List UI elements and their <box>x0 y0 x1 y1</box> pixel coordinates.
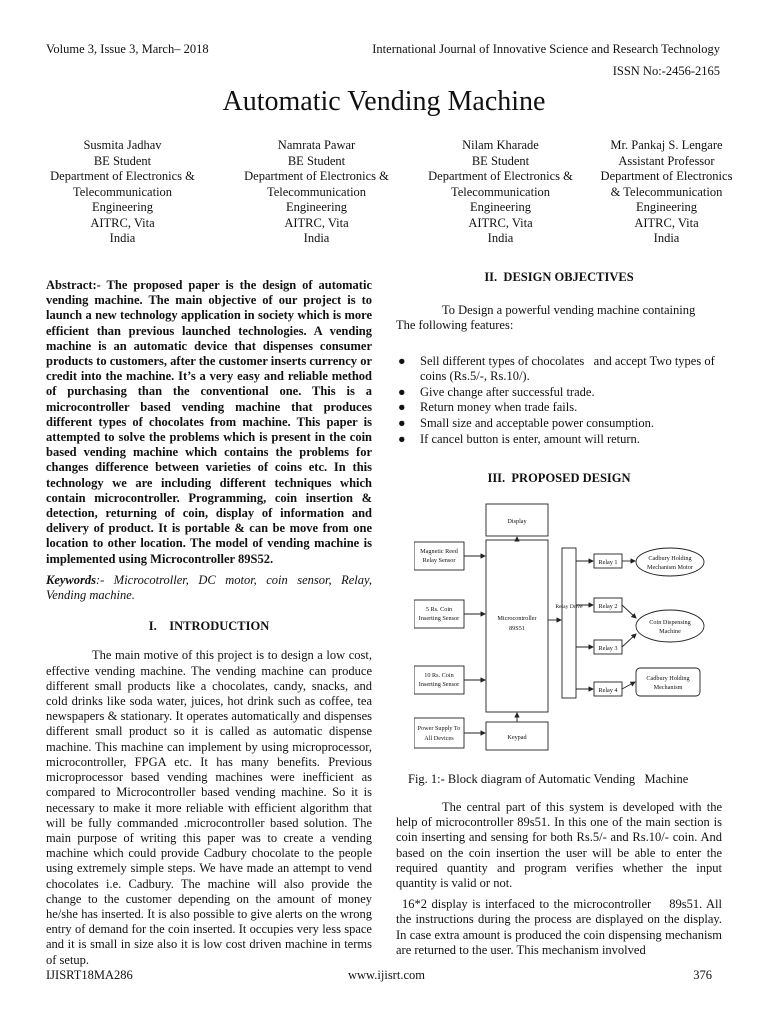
list-item: ● Give change after successful trade. <box>398 384 595 399</box>
author-dept: Engineering <box>635 200 698 214</box>
micro-label: Microcontroller <box>497 615 537 622</box>
author-institution: AITRC, Vita <box>90 215 155 230</box>
author-dept: Department of Electronics & <box>50 169 195 183</box>
journal-volume: Volume 3, Issue 3, March– 2018 <box>46 42 209 56</box>
magnetic-sensor-block <box>414 542 464 570</box>
relay3-label: Relay 3 <box>598 645 618 652</box>
section-heading-design-objectives: II. DESIGN OBJECTIVES <box>484 270 634 284</box>
author-4 <box>584 138 749 247</box>
display-label: Display <box>507 518 527 525</box>
feature-list <box>396 354 722 447</box>
author-dept: Engineering <box>469 200 532 214</box>
author-name: Nilam Kharade <box>462 138 539 152</box>
author-dept: Telecommunication <box>450 184 551 199</box>
author-country: India <box>487 231 514 245</box>
right-column-bottom <box>396 800 722 964</box>
paper-title: Automatic Vending Machine <box>222 86 546 117</box>
power-supply-block <box>414 718 464 748</box>
power-label: All Devices <box>424 735 454 742</box>
journal-name: International Journal of Innovative Science and Research Technology <box>372 42 720 56</box>
design-intro-line: The following features: <box>396 318 514 333</box>
author-2 <box>234 138 399 247</box>
bullet-icon: ● <box>398 431 406 446</box>
keywords-text: :- Microcotroller, DC motor, coin sensor, Relay, Vending machine. <box>46 572 372 603</box>
body-paragraph: 16*2 display is interfaced to the microcontroller 89s51. All the instructions during the process are displayed on the display. In case extra amount is produced the coin dispensing mechanism are returned to the user. This mechanism involved <box>396 897 722 957</box>
author-role: BE Student <box>471 153 530 168</box>
footer-page-number: 376 <box>693 968 712 982</box>
author-dept: & Telecommunication <box>610 184 723 199</box>
relay2-label: Relay 2 <box>598 603 618 610</box>
author-dept: Department of Electronics & <box>428 169 573 183</box>
section-heading-proposed-design: III. PROPOSED DESIGN <box>487 470 631 485</box>
cadbury-motor-block <box>636 548 704 576</box>
relay-drive-block <box>562 548 576 698</box>
abstract-label: Abstract <box>46 278 93 292</box>
author-country: India <box>109 231 136 245</box>
bullet-icon: ● <box>398 384 406 399</box>
footer-website-link[interactable]: www.ijisrt.com <box>348 968 425 982</box>
bullet-icon: ● <box>398 353 406 368</box>
right-column-top <box>396 270 722 500</box>
bullet-icon: ● <box>398 415 406 430</box>
output2-label: Coin Dispensing <box>649 619 691 626</box>
author-dept: Engineering <box>285 200 348 214</box>
output2-label: Machine <box>659 628 681 635</box>
body-paragraph: The central part of this system is developed with the help of microcontroller 89s51. In this one of the main section is coin inserting and sensing for both Rs.5/- and Rs.10/- coin. And based on the coin insertion the user will be able to enter the required quantity and program verifies whether the input quantity is valid or not. <box>396 800 722 891</box>
cadbury-mechanism-block <box>636 668 700 696</box>
magnetic-label: Magnetic Reed <box>420 548 458 555</box>
coin10-label: Inserting Sensor <box>418 681 460 688</box>
list-item: ● Small size and acceptable power consumption. <box>398 415 654 430</box>
author-institution: AITRC, Vita <box>468 215 533 230</box>
coin10-sensor-block <box>414 666 464 694</box>
section-heading-introduction: I. INTRODUCTION <box>148 619 270 634</box>
author-country: India <box>653 231 680 245</box>
author-dept: Engineering <box>91 200 154 214</box>
coin5-label: Inserting Sensor <box>418 615 460 622</box>
author-dept: Telecommunication <box>266 184 367 199</box>
keywords <box>46 573 372 603</box>
list-item: ● Return money when trade fails. <box>398 400 578 415</box>
author-name: Susmita Jadhav <box>83 138 162 152</box>
bullet-icon: ● <box>398 400 406 415</box>
coin10-label: 10 Rs. Coin <box>424 672 454 679</box>
author-role: BE Student <box>93 153 152 168</box>
figure-caption: Fig. 1:- Block diagram of Automatic Vending Machine <box>408 772 689 786</box>
relay4-label: Relay 4 <box>598 687 618 694</box>
list-item: ● If cancel button is enter, amount will return. <box>398 431 640 446</box>
author-dept: Department of Electronics <box>600 169 733 183</box>
relay-drive-label: Relay Drive <box>555 604 583 610</box>
introduction-paragraph: The main motive of this project is to design a low cost, effective vending machine. The vending machine can produce different small products like a chocolates, candy, snacks, and cold drinks like soda water, juices, hot drink such as coffee, tea newspapers & stationary. It operates automatically and dispenses different small product so it is called as automatic dispense machine. This machine can implement by using microprocessor, microcontroller, FPGA etc. It has many benefits. Previous microprocessor based vending machines were inefficient as compared to Microcontroller based vending machine. So it is necessary to make it more reliable with efficient algorithm that will be fully commanded .microcontroller based solution. The main purpose of writing this paper was to create a vending machine which could provide Cadbury chocolate to the people using extremely simple steps. We have made an attempt to vend chocolates i.e. Cadbury. The machine will also provide the change to the customer depending on the amount of money he/she has inserted. It is also possible to give alerts on the wrong entry of demand for the coin inserted. It occupies very less space and it is small in size also it is low cost driven machine in terms of setup. <box>46 648 372 967</box>
output3-label: Cadbury Holding <box>646 675 690 682</box>
coin-dispensing-block <box>636 610 704 642</box>
coin5-label: 5 Rs. Coin <box>425 606 453 613</box>
block-diagram-svg <box>414 500 714 760</box>
block-diagram <box>414 500 714 760</box>
output1-label: Cadbury Holding <box>648 555 692 562</box>
list-item: ● Sell different types of chocolates and accept Two types of coins (Rs.5/-, Rs.10/). <box>398 353 715 383</box>
author-country: India <box>303 231 330 245</box>
design-intro-line: To Design a powerful vending machine containing <box>442 303 696 318</box>
output3-label: Mechanism <box>653 684 683 691</box>
author-role: BE Student <box>287 153 346 168</box>
coin5-sensor-block <box>414 600 464 628</box>
output1-label: Mechanism Motor <box>647 564 693 571</box>
author-dept: Department of Electronics & <box>244 169 389 183</box>
abstract-text: :- The proposed paper is the design of automatic vending machine. The main objective of our project is to launch a new technology application in society which is more efficient than previous launched technologies. A vending machine is an automatic device that dispenses consumer products to customers, after the customer inserts currency or credit into the machine. It’s a very easy and reliable method of purchasing than the conventional one. This is a microcontroller based vending machine that produces different types of chocolates from machine. This paper is attempted to solve the problems which is present in the coin based vending machine which contains the problems for changes difference between varieties of coins etc. In this technology we are including different techniques which contain microcontroller. Programming, coin insertion & detection, returning of coin, display of information and delivery of product. It is portable & can be move from one location to other location. The model of vending machine is implemented using Microcontroller 89S52. <box>46 278 372 566</box>
journal-issn: ISSN No:-2456-2165 <box>612 64 720 78</box>
abstract <box>46 278 372 567</box>
author-dept: Telecommunication <box>72 184 173 199</box>
author-1 <box>40 138 205 247</box>
author-name: Mr. Pankaj S. Lengare <box>610 138 723 152</box>
author-name: Namrata Pawar <box>277 138 356 152</box>
micro-label: 89S51 <box>509 625 525 632</box>
author-institution: AITRC, Vita <box>284 215 349 230</box>
power-label: Power Supply To <box>417 725 461 732</box>
keypad-label: Keypad <box>507 734 527 741</box>
left-column <box>46 278 372 974</box>
magnetic-label: Relay Sensor <box>422 557 456 564</box>
relay1-label: Relay 1 <box>598 559 618 566</box>
author-role: Assistant Professor <box>618 153 715 168</box>
author-3 <box>418 138 583 247</box>
author-institution: AITRC, Vita <box>634 215 699 230</box>
keywords-label: Keywords <box>46 572 96 587</box>
footer-paper-id: IJISRT18MA286 <box>46 968 133 982</box>
